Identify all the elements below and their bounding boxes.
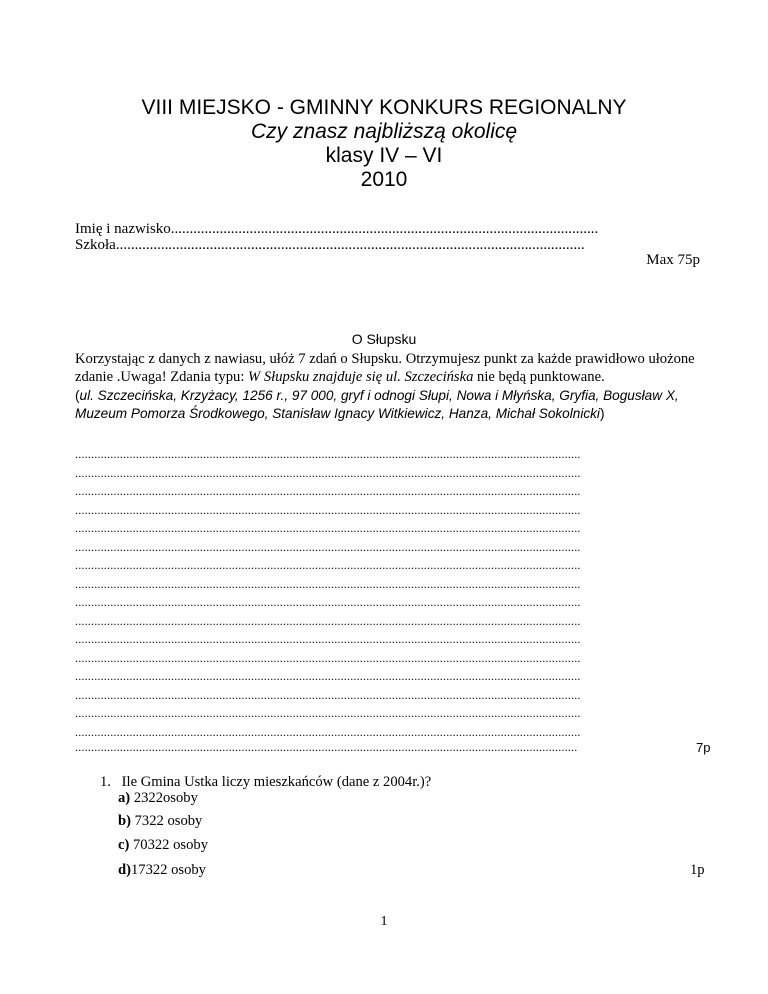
- word-bank-open: (: [75, 388, 80, 403]
- answer-line[interactable]: ..............................................................................................................................................................: [75, 484, 581, 498]
- answer-line[interactable]: ..............................................................................................................................................................: [75, 632, 581, 646]
- instruction-example: W Słupsku znajduje się ul. Szczecińska: [248, 369, 474, 385]
- option-letter: c): [118, 837, 130, 853]
- answer-line[interactable]: ..............................................................................................................................................................: [75, 613, 581, 628]
- option-letter: b): [118, 813, 131, 829]
- answer-line[interactable]: ..............................................................................................................................................................: [75, 706, 581, 720]
- answer-option-a[interactable]: [118, 790, 198, 807]
- instruction-text: [75, 350, 700, 386]
- option-text: 2322osoby: [130, 790, 198, 806]
- instruction-part-2: nie będą punktowane.: [473, 369, 605, 385]
- answer-area[interactable]: [75, 445, 715, 741]
- question-points: 1p: [690, 862, 705, 878]
- question-1: [100, 773, 431, 791]
- answer-line[interactable]: ..............................................................................................................................................................: [75, 502, 581, 517]
- title-block: [0, 96, 768, 192]
- answer-line-last[interactable]: .............................................................................................................................................................: [75, 740, 578, 754]
- option-text: 70322 osoby: [129, 837, 208, 853]
- answer-line[interactable]: ..............................................................................................................................................................: [75, 687, 581, 702]
- answer-line[interactable]: ..............................................................................................................................................................: [75, 465, 581, 480]
- answer-line[interactable]: ..............................................................................................................................................................: [75, 669, 581, 683]
- contest-title: VIII MIEJSKO - GMINNY KONKURS REGIONALNY: [141, 96, 627, 119]
- contest-subtitle: Czy znasz najbliższą okolicę: [250, 120, 518, 143]
- option-letter: a): [118, 790, 131, 806]
- page-number: 1: [380, 914, 388, 929]
- answer-line[interactable]: ..............................................................................................................................................................: [75, 576, 581, 591]
- instruction-part-1: Korzystając z danych z nawiasu, ułóż 7 zdań o Słupsku. Otrzymujesz punkt za każde prawidłowo ułożone zdanie .Uwaga! Zdania typu:: [75, 351, 695, 385]
- name-field[interactable]: Imię i nazwisko..................................................................................................................: [75, 221, 599, 237]
- option-letter: d): [118, 862, 131, 878]
- school-field[interactable]: Szkoła.............................................................................................................................: [75, 237, 585, 253]
- word-bank-list: ul. Szczecińska, Krzyżacy, 1256 r., 97 000, gryf i odnogi Słupi, Nowa i Młyńska, Gryfia, Bogusław X, Muzeum Pomorza Środkowego, Stanisław Ignacy Witkiewicz, Hanza, Michał Sokolnicki: [75, 388, 679, 421]
- answer-line[interactable]: ..............................................................................................................................................................: [75, 539, 581, 554]
- word-bank: [75, 387, 705, 423]
- answer-line[interactable]: ..............................................................................................................................................................: [75, 447, 581, 461]
- grades-label: klasy IV – VI: [325, 144, 443, 167]
- section-points: 7p: [696, 740, 711, 755]
- answer-option-d[interactable]: [118, 862, 206, 879]
- section-title: O Słupsku: [351, 331, 417, 347]
- word-bank-close: ): [599, 406, 605, 421]
- question-number: 1.: [100, 774, 111, 790]
- answer-option-c[interactable]: [118, 837, 208, 854]
- answer-option-b[interactable]: [118, 813, 202, 830]
- answer-line[interactable]: ..............................................................................................................................................................: [75, 558, 581, 572]
- answer-line[interactable]: ..............................................................................................................................................................: [75, 595, 581, 609]
- year-label: 2010: [360, 168, 408, 191]
- answer-line[interactable]: ..............................................................................................................................................................: [75, 724, 581, 739]
- answer-line[interactable]: ..............................................................................................................................................................: [75, 521, 581, 535]
- question-text: Ile Gmina Ustka liczy mieszkańców (dane z 2004r.)?: [121, 774, 432, 790]
- option-text: 17322 osoby: [130, 862, 206, 878]
- answer-line[interactable]: ..............................................................................................................................................................: [75, 650, 581, 665]
- option-text: 7322 osoby: [130, 813, 203, 829]
- max-points: Max 75p: [646, 252, 700, 268]
